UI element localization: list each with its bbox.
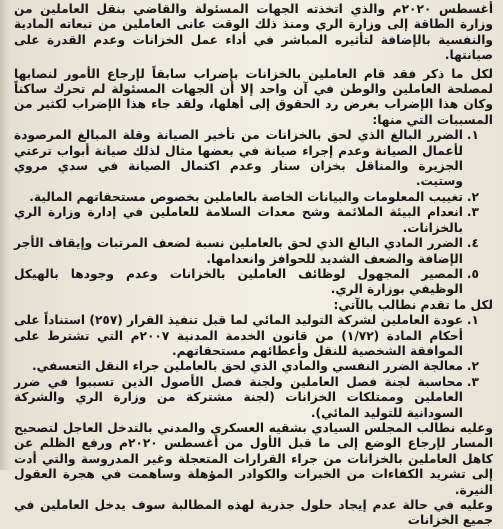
- list-text: الضرر المادي البالغ الذي لحق بالعاملين نسبة لضعف المرتبات وإيقاف الأجر الإضافة والضعف الشديد للحوافز وانعدامها.: [14, 236, 463, 266]
- list-number: ٣.: [466, 205, 479, 220]
- list-number: ٣.: [466, 374, 479, 389]
- list-number: ٢.: [466, 189, 479, 204]
- list-item: [14, 267, 479, 298]
- strike-paragraph: لكل ما ذكر فقد قام العاملين بالخزانات بإضراب سابقاً لإرجاع الأمور لنصابها لمصلحة العاملين والوطن في آن واحد إلا أن الجهات المسئولة لم تحرك ساكناً وكان هذا الإضراب بغرض رد الحقوق إلى أهلها، ولقد جاء هذا الإضراب لكثير من المسببات التي منها:: [14, 66, 493, 127]
- list-item: [14, 359, 479, 374]
- page-edge-shadow: [0, 0, 10, 470]
- list-item: [14, 205, 479, 236]
- list-text: تغييب المعلومات والبيانات الخاصة بالعاملين بخصوص مستحقاتهم المالية.: [29, 189, 463, 204]
- list-number: ١.: [466, 128, 479, 143]
- list-number: ٥.: [466, 266, 479, 281]
- list-number: ٤.: [466, 236, 479, 251]
- demands-list: [14, 313, 493, 421]
- closing-paragraph: وعليه في حالة عدم إيجاد حلول جذرية لهذه المطالبة سوف يدخل العاملين في جميع الخزانات: [14, 498, 493, 528]
- list-item: [14, 236, 479, 267]
- list-text: محاسبة لجنة فصل العاملين ولجنة فصل الأصول الذين تسببوا في ضرر العاملين وممتلكات الخزانات (لجنة مشتركة من وزارة الري والشركة السودانية للتوليد المائي).: [14, 374, 463, 420]
- list-text: معالجة الضرر النفسي والمادي الذي لحق بالعاملين جراء النقل التعسفي.: [32, 359, 463, 374]
- intro-paragraph: أغسطس ٢٠٢٠م والذي اتخذته الجهات المسئولة والقاضي بنقل العاملين من وزارة الطاقة إلى وزارة الري ومنذ ذلك الوقت عانى العاملين من تبعاته المادية والنفسية بالإضافة لتأثيره المباشر في أداء عمل الخزانات وعدم القدرة على صيانتها.: [14, 2, 493, 63]
- list-item: [14, 375, 479, 421]
- list-text: الضرر البالغ الذي لحق بالخزانات من تأخير الصيانة وقلة المبالغ المرصودة لأعمال الصيانة وعدم إجراء صيانة في بعضها مثال لذلك صيانة أبواب ترعتي الجزيرة والمناقل بخزان سنار وعدم اكتمال الصيانة في سدي مروي وستيت.: [14, 128, 463, 189]
- list-number: ٢.: [466, 359, 479, 374]
- list-item: [14, 313, 479, 359]
- list-number: ١.: [466, 313, 479, 328]
- list-text: المصير المجهول لوظائف العاملين بالخزانات وعدم وجودها بالهيكل الوظيفي بوزارة الري.: [14, 266, 463, 297]
- list-text: انعدام البيئة الملائمة وشح معدات السلامة للعاملين في إدارة وزارة الري بالخزانات.: [14, 205, 463, 235]
- list-text: عودة العاملين لشركة التوليد المائي لما قبل تنفيذ القرار (٢٥٧) استناداً على أحكام المادة (١/٧٢) من قانون الخدمة المدنية ٢٠٠٧م التي تشترط على الموافقة الشخصية للنقل وأعطائهم مستحقاتهم.: [14, 313, 463, 358]
- causes-list: [14, 128, 493, 297]
- list-item: [14, 128, 479, 190]
- appeal-paragraph: وعليه نطالب المجلس السيادي بشقيه العسكري والمدني بالتدخل العاجل لتصحيح المسار لإرجاع الوضع إلى ما قبل الأول من أغسطس ٢٠٢٠م ورفع الظلم عن كاهل العاملين بالخزانات من جراء القرارات المتعجلة وغير المدروسة والتي أدت إلى تشريد الكفاءات من الخبرات والكوادر المؤهلة وساهمت في هجرة العقول النيرة.: [14, 420, 494, 497]
- demands-intro: لكل ما تقدم نطالب بالآتي:: [333, 297, 493, 312]
- list-item: [14, 190, 479, 205]
